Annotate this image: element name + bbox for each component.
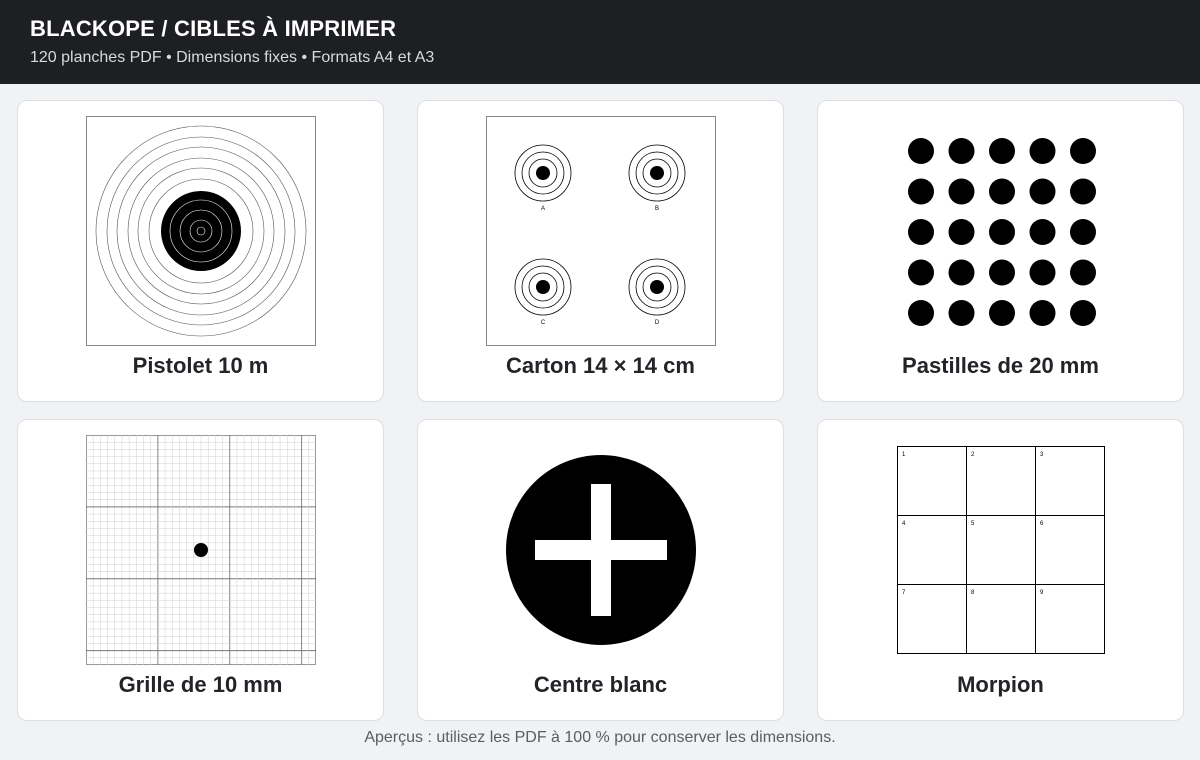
dot <box>908 260 934 286</box>
cell-number: 6 <box>1039 521 1043 527</box>
white-cross-target-icon <box>486 435 716 665</box>
card-centre-blanc[interactable] <box>417 419 784 721</box>
dot <box>908 300 934 326</box>
dot <box>1070 260 1096 286</box>
card-label: Pastilles de 20 mm <box>902 353 1099 378</box>
dot <box>989 300 1015 326</box>
card-label: Morpion <box>957 672 1044 697</box>
dot <box>1029 138 1055 164</box>
dot <box>1029 260 1055 286</box>
footer-note: Aperçus : utilisez les PDF à 100 % pour conserver les dimensions. <box>364 729 836 746</box>
cell-number: 1 <box>901 452 905 458</box>
dot <box>989 219 1015 245</box>
dot <box>948 260 974 286</box>
cell-number: 4 <box>901 521 905 527</box>
dot <box>1029 179 1055 205</box>
target-sub-label: C <box>540 320 545 326</box>
grid-target-icon <box>86 435 316 665</box>
dot <box>908 179 934 205</box>
dot <box>948 219 974 245</box>
card-label: Pistolet 10 m <box>132 353 269 378</box>
target-sub-label: A <box>540 206 545 212</box>
dot <box>948 300 974 326</box>
card-label: Centre blanc <box>533 672 668 697</box>
dots-grid-icon <box>886 116 1116 346</box>
dot <box>948 138 974 164</box>
page-subtitle: 120 planches PDF • Dimensions fixes • Formats A4 et A3 <box>30 49 435 66</box>
cell-number: 3 <box>1039 452 1043 458</box>
dot <box>1029 219 1055 245</box>
dot <box>1029 300 1055 326</box>
center-dot <box>194 543 208 557</box>
page-title: BLACKOPE / CIBLES À IMPRIMER <box>30 16 397 41</box>
card-morpion[interactable] <box>817 419 1184 721</box>
dot <box>908 138 934 164</box>
card-pastilles[interactable] <box>817 100 1184 402</box>
cell-number: 2 <box>970 452 974 458</box>
tic-tac-toe-icon <box>886 435 1116 665</box>
card-carton[interactable] <box>417 100 784 402</box>
card-label: Carton 14 × 14 cm <box>506 353 695 378</box>
dot <box>1070 300 1096 326</box>
target-grid <box>17 100 1184 721</box>
four-targets-icon <box>486 116 716 346</box>
cell-number: 8 <box>970 590 974 596</box>
card-label: Grille de 10 mm <box>118 672 283 697</box>
dot <box>989 138 1015 164</box>
dot <box>1070 138 1096 164</box>
card-pistolet[interactable] <box>17 100 384 402</box>
dot <box>908 219 934 245</box>
target-sub-label: D <box>654 320 659 326</box>
page-header <box>0 0 1200 84</box>
pistol-target-icon <box>86 116 316 346</box>
dot <box>948 179 974 205</box>
cell-number: 9 <box>1039 590 1043 596</box>
dot <box>1070 179 1096 205</box>
dot <box>989 179 1015 205</box>
dot <box>1070 219 1096 245</box>
card-grille[interactable] <box>17 419 384 721</box>
dot <box>989 260 1015 286</box>
target-sub-label: B <box>654 206 659 212</box>
cell-number: 5 <box>970 521 974 527</box>
cell-number: 7 <box>901 590 905 596</box>
